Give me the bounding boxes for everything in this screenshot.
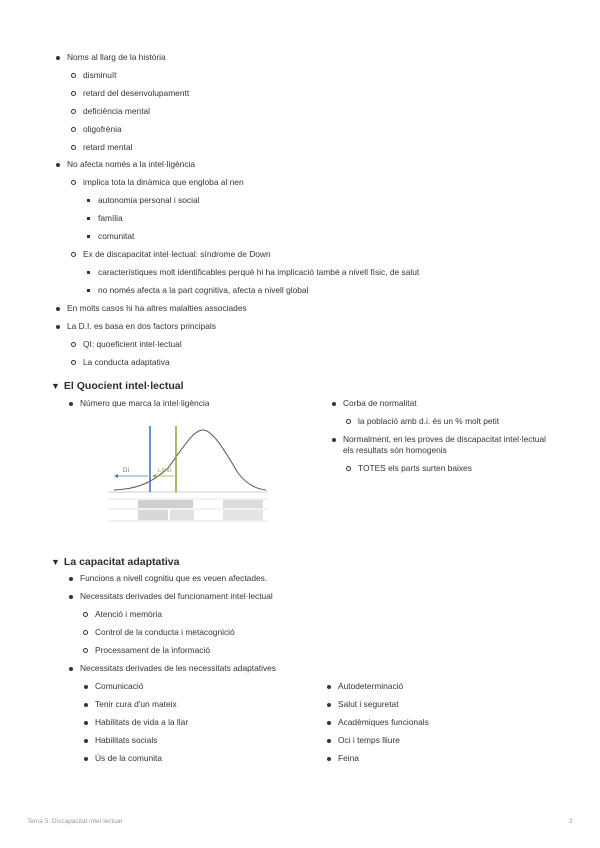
list-item: no només afecta a la part cognitiva, afecta a nivell global	[98, 285, 309, 295]
list-item: Feina	[338, 753, 359, 763]
list-item: retard del desenvolupamentt	[83, 88, 190, 98]
list-item: Normalment, en les proves de discapacitat intel·lectual els resultats són homogenis	[343, 434, 558, 456]
scale-band	[223, 510, 263, 520]
list-item: oligofrènia	[83, 124, 122, 134]
heading-text: La capacitat adaptativa	[63, 556, 180, 568]
list-item: Noms al llarg de la història	[67, 52, 166, 62]
scale-band	[138, 500, 193, 508]
list-item: retard mental	[83, 142, 133, 152]
list-item: Ex de discapacitat intel·lectual: síndrome de Down	[83, 249, 271, 259]
list-item: Acadèmiques funcionals	[338, 717, 429, 727]
iq-normal-curve-diagram	[108, 418, 268, 530]
page-number: 2	[569, 818, 573, 825]
list-item: En molts casos hi ha altres malalties associades	[67, 303, 247, 313]
scale-band	[138, 510, 168, 520]
list-item: autonomia personal i social	[98, 195, 200, 205]
list-item: Oci i temps lliure	[338, 735, 400, 745]
list-item: Comunicació	[95, 681, 144, 691]
list-item: deficiència mental	[83, 106, 151, 116]
di-arrow-head-icon	[114, 474, 118, 478]
di-label: DI	[123, 468, 129, 474]
heading-text: El Quocient intel·lectual	[63, 380, 184, 392]
list-item: Autodeterminació	[338, 681, 404, 691]
toggle-triangle-icon[interactable]: ▼	[51, 381, 60, 391]
scale-band	[223, 500, 263, 508]
normal-curve	[114, 430, 266, 490]
list-item: família	[98, 213, 123, 223]
list-item: La D.I. es basa en dos factors principals	[67, 321, 216, 331]
list-item: implica tota la dinàmica que engloba al nen	[83, 177, 244, 187]
list-item: Necessitats derivades de les necessitats adaptatives	[80, 663, 276, 673]
list-item: comunitat	[98, 231, 135, 241]
list-item: TOTES els parts surten baixes	[358, 463, 472, 473]
list-item: La conducta adaptativa	[83, 357, 170, 367]
list-item: Corba de normalitat	[343, 398, 417, 408]
list-item: Número que marca la intel·ligència	[80, 398, 210, 408]
list-item: Atenció i memòria	[95, 609, 163, 619]
list-item: Processament de la informació	[95, 645, 210, 655]
list-item: disminuït	[83, 70, 117, 80]
list-item: No afecta només a la intel·ligència	[67, 159, 196, 169]
list-item: Necessitats derivades del funcionament intel·lectual	[80, 591, 273, 601]
list-item: Tenir cura d'un mateix	[95, 699, 177, 709]
list-item: Control de la conducta i metacognició	[95, 627, 235, 637]
section-heading-capacitat[interactable]	[51, 556, 179, 569]
toggle-triangle-icon[interactable]: ▼	[51, 557, 60, 567]
list-item: Funcions a nivell cognitiu que es veuen afectades.	[80, 573, 268, 583]
list-item: Habilitats socials	[95, 735, 158, 745]
limit-label: Límit	[158, 468, 172, 474]
list-item: Ús de la comunita	[95, 753, 163, 763]
list-item: Salut i seguretat	[338, 699, 399, 709]
section-heading-quocient[interactable]	[51, 380, 184, 393]
list-item: la població amb d.i. és un % molt petit	[358, 416, 500, 426]
scale-band	[170, 510, 194, 520]
list-item: Habilitats de vida a la llar	[95, 717, 189, 727]
list-item: QI: quoeficient intel·lectual	[83, 339, 182, 349]
limit-arrow-head-icon	[152, 474, 156, 478]
footer-title: Tema 5: Discapacitat intel·lectual	[27, 818, 123, 825]
list-item: característiques molt identificables perquè hi ha implicació també a nivell físic, de salut	[98, 267, 420, 277]
